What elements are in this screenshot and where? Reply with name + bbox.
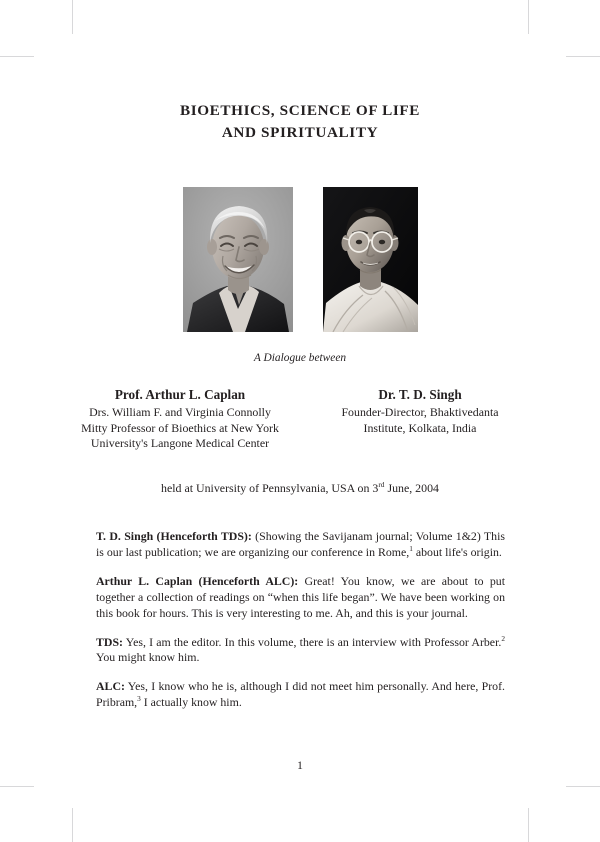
speaker-affiliation-singh: Founder-Director, Bhaktivedanta Institute, Kolkata, India	[341, 405, 499, 435]
portrait-td-singh	[323, 187, 418, 332]
dialogue-paragraph-1	[96, 529, 505, 561]
page-title-line-1: BIOETHICS, SCIENCE OF LIFE	[179, 102, 421, 119]
dialogue-text-1b: about life's origin.	[412, 544, 502, 559]
speaker-credit-singh	[320, 386, 520, 452]
dialogue-body	[96, 529, 505, 724]
event-line-prefix: held at University of Pennsylvania, USA on 3	[161, 481, 379, 495]
event-date-ordinal-suffix: rd	[378, 480, 385, 490]
dialogue-paragraph-4	[96, 679, 505, 711]
speaker-credits	[70, 386, 530, 452]
crop-mark-bottom-right-horizontal	[566, 786, 600, 787]
crop-mark-bottom-left-horizontal	[0, 786, 34, 787]
speaker-name-caplan: Prof. Arthur L. Caplan	[114, 387, 246, 402]
dialogue-text-4a: Yes, I know who he is, although I did not meet him personally. And here, Prof. Pribram,	[96, 679, 505, 710]
dialogue-speaker-label-4: ALC:	[96, 679, 125, 694]
crop-mark-bottom-right-vertical	[528, 808, 529, 842]
speaker-affiliation-caplan: Drs. William F. and Virginia Connolly Mitty Professor of Bioethics at New York University's Langone Medical Center	[81, 405, 279, 451]
speaker-name-singh: Dr. T. D. Singh	[378, 387, 462, 402]
crop-mark-top-right-horizontal	[566, 56, 600, 57]
page-number: 1	[297, 758, 303, 772]
footnote-ref-4: 3	[137, 694, 141, 704]
dialogue-between-label: A Dialogue between	[253, 352, 347, 364]
page-title-line-2: AND SPIRITUALITY	[221, 124, 379, 141]
dialogue-text-2a: Great! You know, we are about to put together a collection of readings on “when this life began”. We have been working on this book for hours. This is very interesting to me. Ah, and this is your journal.	[96, 573, 505, 620]
dialogue-text-1a: (Showing the Savijanam journal; Volume 1&2) This is our last publication; we are organizing our conference in Rome,	[96, 529, 505, 559]
crop-mark-top-left-horizontal	[0, 56, 34, 57]
dialogue-paragraph-3	[96, 635, 505, 667]
event-location-line	[70, 481, 530, 496]
footnote-ref-3: 2	[501, 633, 505, 643]
crop-mark-top-left-vertical	[72, 0, 73, 34]
dialogue-speaker-label-1: T. D. Singh (Henceforth TDS):	[96, 529, 252, 543]
dialogue-paragraph-2	[96, 574, 505, 622]
event-line-suffix: June, 2004	[384, 481, 439, 495]
dialogue-text-3a: Yes, I am the editor. In this volume, there is an interview with Professor Arber.	[122, 634, 502, 649]
footnote-ref-1: 1	[409, 543, 413, 553]
portrait-arthur-caplan	[183, 187, 293, 332]
page-title	[70, 100, 530, 144]
portrait-photo-row	[70, 187, 530, 333]
dialogue-text-3b: You might know him.	[96, 650, 200, 665]
dialogue-speaker-label-3: TDS:	[96, 634, 123, 649]
dialogue-text-4b: I actually know him.	[140, 695, 242, 710]
dialogue-speaker-label-2: Arthur L. Caplan (Henceforth ALC):	[96, 573, 299, 588]
crop-mark-bottom-left-vertical	[72, 808, 73, 842]
speaker-credit-caplan	[80, 386, 280, 452]
crop-mark-top-right-vertical	[528, 0, 529, 34]
